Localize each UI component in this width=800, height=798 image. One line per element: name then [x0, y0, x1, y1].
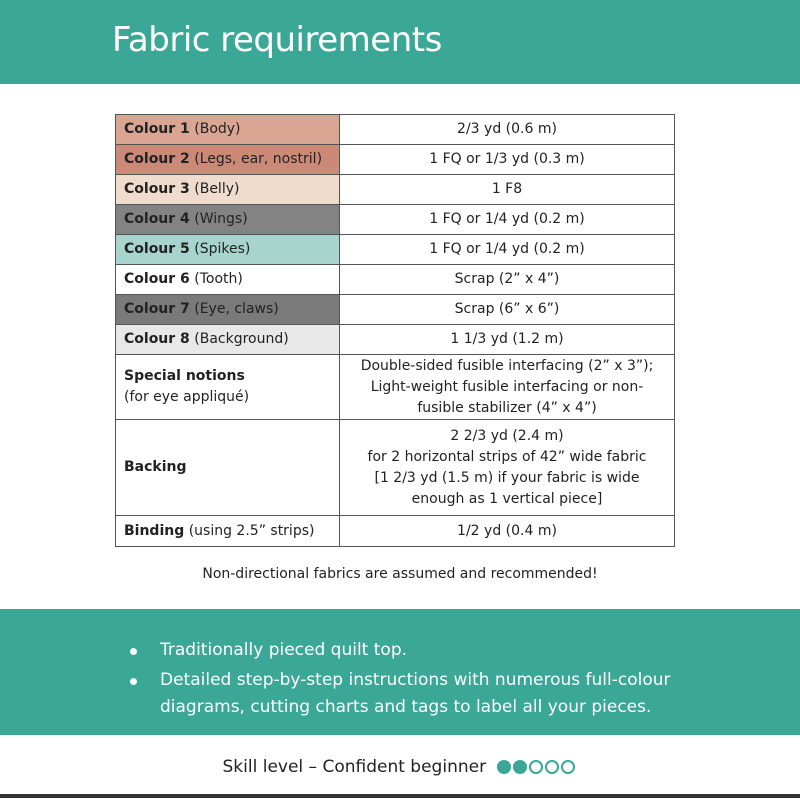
fabric-row-colour-4	[116, 205, 675, 235]
fabric-label-detail: (Background)	[189, 331, 289, 347]
fabric-label-detail: (Tooth)	[189, 271, 243, 287]
fabric-label-name: Colour 6	[124, 271, 190, 287]
fabric-amount-line: 1 FQ or 1/4 yd (0.2 m)	[429, 241, 585, 257]
fabric-amount-line: [1 2/3 yd (1.5 m) if your fabric is wide	[374, 469, 640, 486]
fabric-amount-line: Scrap (6” x 6”)	[454, 301, 560, 317]
fabric-label-name: Binding	[124, 522, 185, 539]
fabric-row-colour-8	[116, 325, 675, 355]
fabric-label-detail: (Wings)	[189, 211, 248, 227]
fabric-row-colour-6	[116, 265, 675, 295]
fabric-label-detail: (Belly)	[189, 181, 240, 197]
skill-level-text: Skill level – Confident beginner	[222, 757, 487, 777]
fabric-amount-line: Scrap (2” x 4”)	[454, 271, 560, 287]
fabric-label	[116, 115, 340, 145]
fabric-amount-line: Double-sided fusible interfacing (2” x 3”);	[360, 357, 654, 374]
fabric-row-colour-2	[116, 145, 675, 175]
features-band	[0, 609, 800, 735]
feature-text: diagrams, cutting charts and tags to label all your pieces.	[160, 697, 652, 717]
fabric-label	[116, 145, 340, 175]
fabric-row-special-notions	[116, 355, 675, 420]
fabric-label-name: Colour 8	[124, 331, 190, 347]
fabric-amount-line: 1 FQ or 1/4 yd (0.2 m)	[429, 211, 585, 227]
fabric-amount	[340, 145, 675, 175]
fabric-row-colour-5	[116, 235, 675, 265]
fabric-amount-line: 1/2 yd (0.4 m)	[457, 522, 557, 539]
fabric-label-detail: (Spikes)	[189, 241, 251, 257]
bullet-icon	[130, 648, 137, 655]
fabric-amount-line: 1 1/3 yd (1.2 m)	[450, 331, 564, 347]
bottom-divider	[0, 794, 800, 798]
bullet-icon	[130, 678, 137, 685]
fabric-label	[116, 325, 340, 355]
fabric-amount	[340, 516, 675, 547]
fabric-label-detail: (using 2.5” strips)	[184, 522, 315, 539]
fabric-amount	[340, 205, 675, 235]
filled-circle-icon	[497, 760, 511, 774]
fabric-amount-line: 1 FQ or 1/3 yd (0.3 m)	[429, 151, 585, 167]
feature-list	[130, 637, 671, 724]
fabric-label	[116, 175, 340, 205]
feature-item	[130, 637, 671, 664]
page-title: Fabric requirements	[112, 20, 442, 60]
fabric-amount-line: fusible stabilizer (4” x 4”)	[417, 399, 597, 416]
fabric-label-detail: (Eye, claws)	[189, 301, 279, 317]
fabric-note: Non-directional fabrics are assumed and recommended!	[202, 566, 598, 582]
skill-level	[0, 757, 800, 779]
fabric-label	[116, 295, 340, 325]
fabric-label-name: Special notions	[124, 368, 245, 384]
feature-item	[130, 667, 671, 721]
fabric-label-name: Backing	[124, 459, 187, 475]
fabric-row-colour-1	[116, 115, 675, 145]
fabric-amount	[340, 295, 675, 325]
fabric-amount	[340, 265, 675, 295]
empty-circle-icon	[545, 760, 559, 774]
fabric-label-name: Colour 3	[124, 181, 190, 197]
fabric-amount	[340, 235, 675, 265]
fabric-amount-line: 2/3 yd (0.6 m)	[457, 121, 557, 137]
feature-text: Detailed step-by-step instructions with numerous full-colour	[160, 670, 671, 690]
fabric-amount-line: 1 F8	[491, 181, 523, 197]
fabric-label-name: Colour 1	[124, 121, 190, 137]
fabric-amount	[340, 175, 675, 205]
fabric-label-name: Colour 4	[124, 211, 190, 227]
fabric-row-backing	[116, 420, 675, 516]
fabric-label-name: Colour 2	[124, 151, 190, 167]
filled-circle-icon	[513, 760, 527, 774]
fabric-label	[116, 420, 340, 516]
skill-level-indicator	[497, 759, 577, 779]
fabric-requirements-table	[115, 114, 675, 547]
fabric-label-detail: (for eye appliqué)	[124, 389, 250, 405]
fabric-amount	[340, 325, 675, 355]
fabric-amount-line: 2 2/3 yd (2.4 m)	[450, 427, 564, 444]
fabric-amount-line: for 2 horizontal strips of 42” wide fabric	[367, 448, 647, 465]
fabric-label	[116, 355, 340, 420]
fabric-label	[116, 235, 340, 265]
header-banner	[0, 0, 800, 84]
fabric-label	[116, 516, 340, 547]
fabric-amount-line: enough as 1 vertical piece]	[411, 490, 603, 507]
fabric-label	[116, 265, 340, 295]
empty-circle-icon	[529, 760, 543, 774]
empty-circle-icon	[561, 760, 575, 774]
fabric-row-binding	[116, 516, 675, 547]
fabric-label-detail: (Legs, ear, nostril)	[189, 151, 323, 167]
fabric-amount	[340, 115, 675, 145]
fabric-amount	[340, 420, 675, 516]
fabric-label-name: Colour 5	[124, 241, 190, 257]
fabric-label-name: Colour 7	[124, 301, 190, 317]
feature-text: Traditionally pieced quilt top.	[160, 640, 408, 660]
fabric-row-colour-3	[116, 175, 675, 205]
fabric-label-detail: (Body)	[189, 121, 241, 137]
fabric-row-colour-7	[116, 295, 675, 325]
fabric-amount	[340, 355, 675, 420]
fabric-label	[116, 205, 340, 235]
fabric-amount-line: Light-weight fusible interfacing or non-	[370, 378, 644, 395]
